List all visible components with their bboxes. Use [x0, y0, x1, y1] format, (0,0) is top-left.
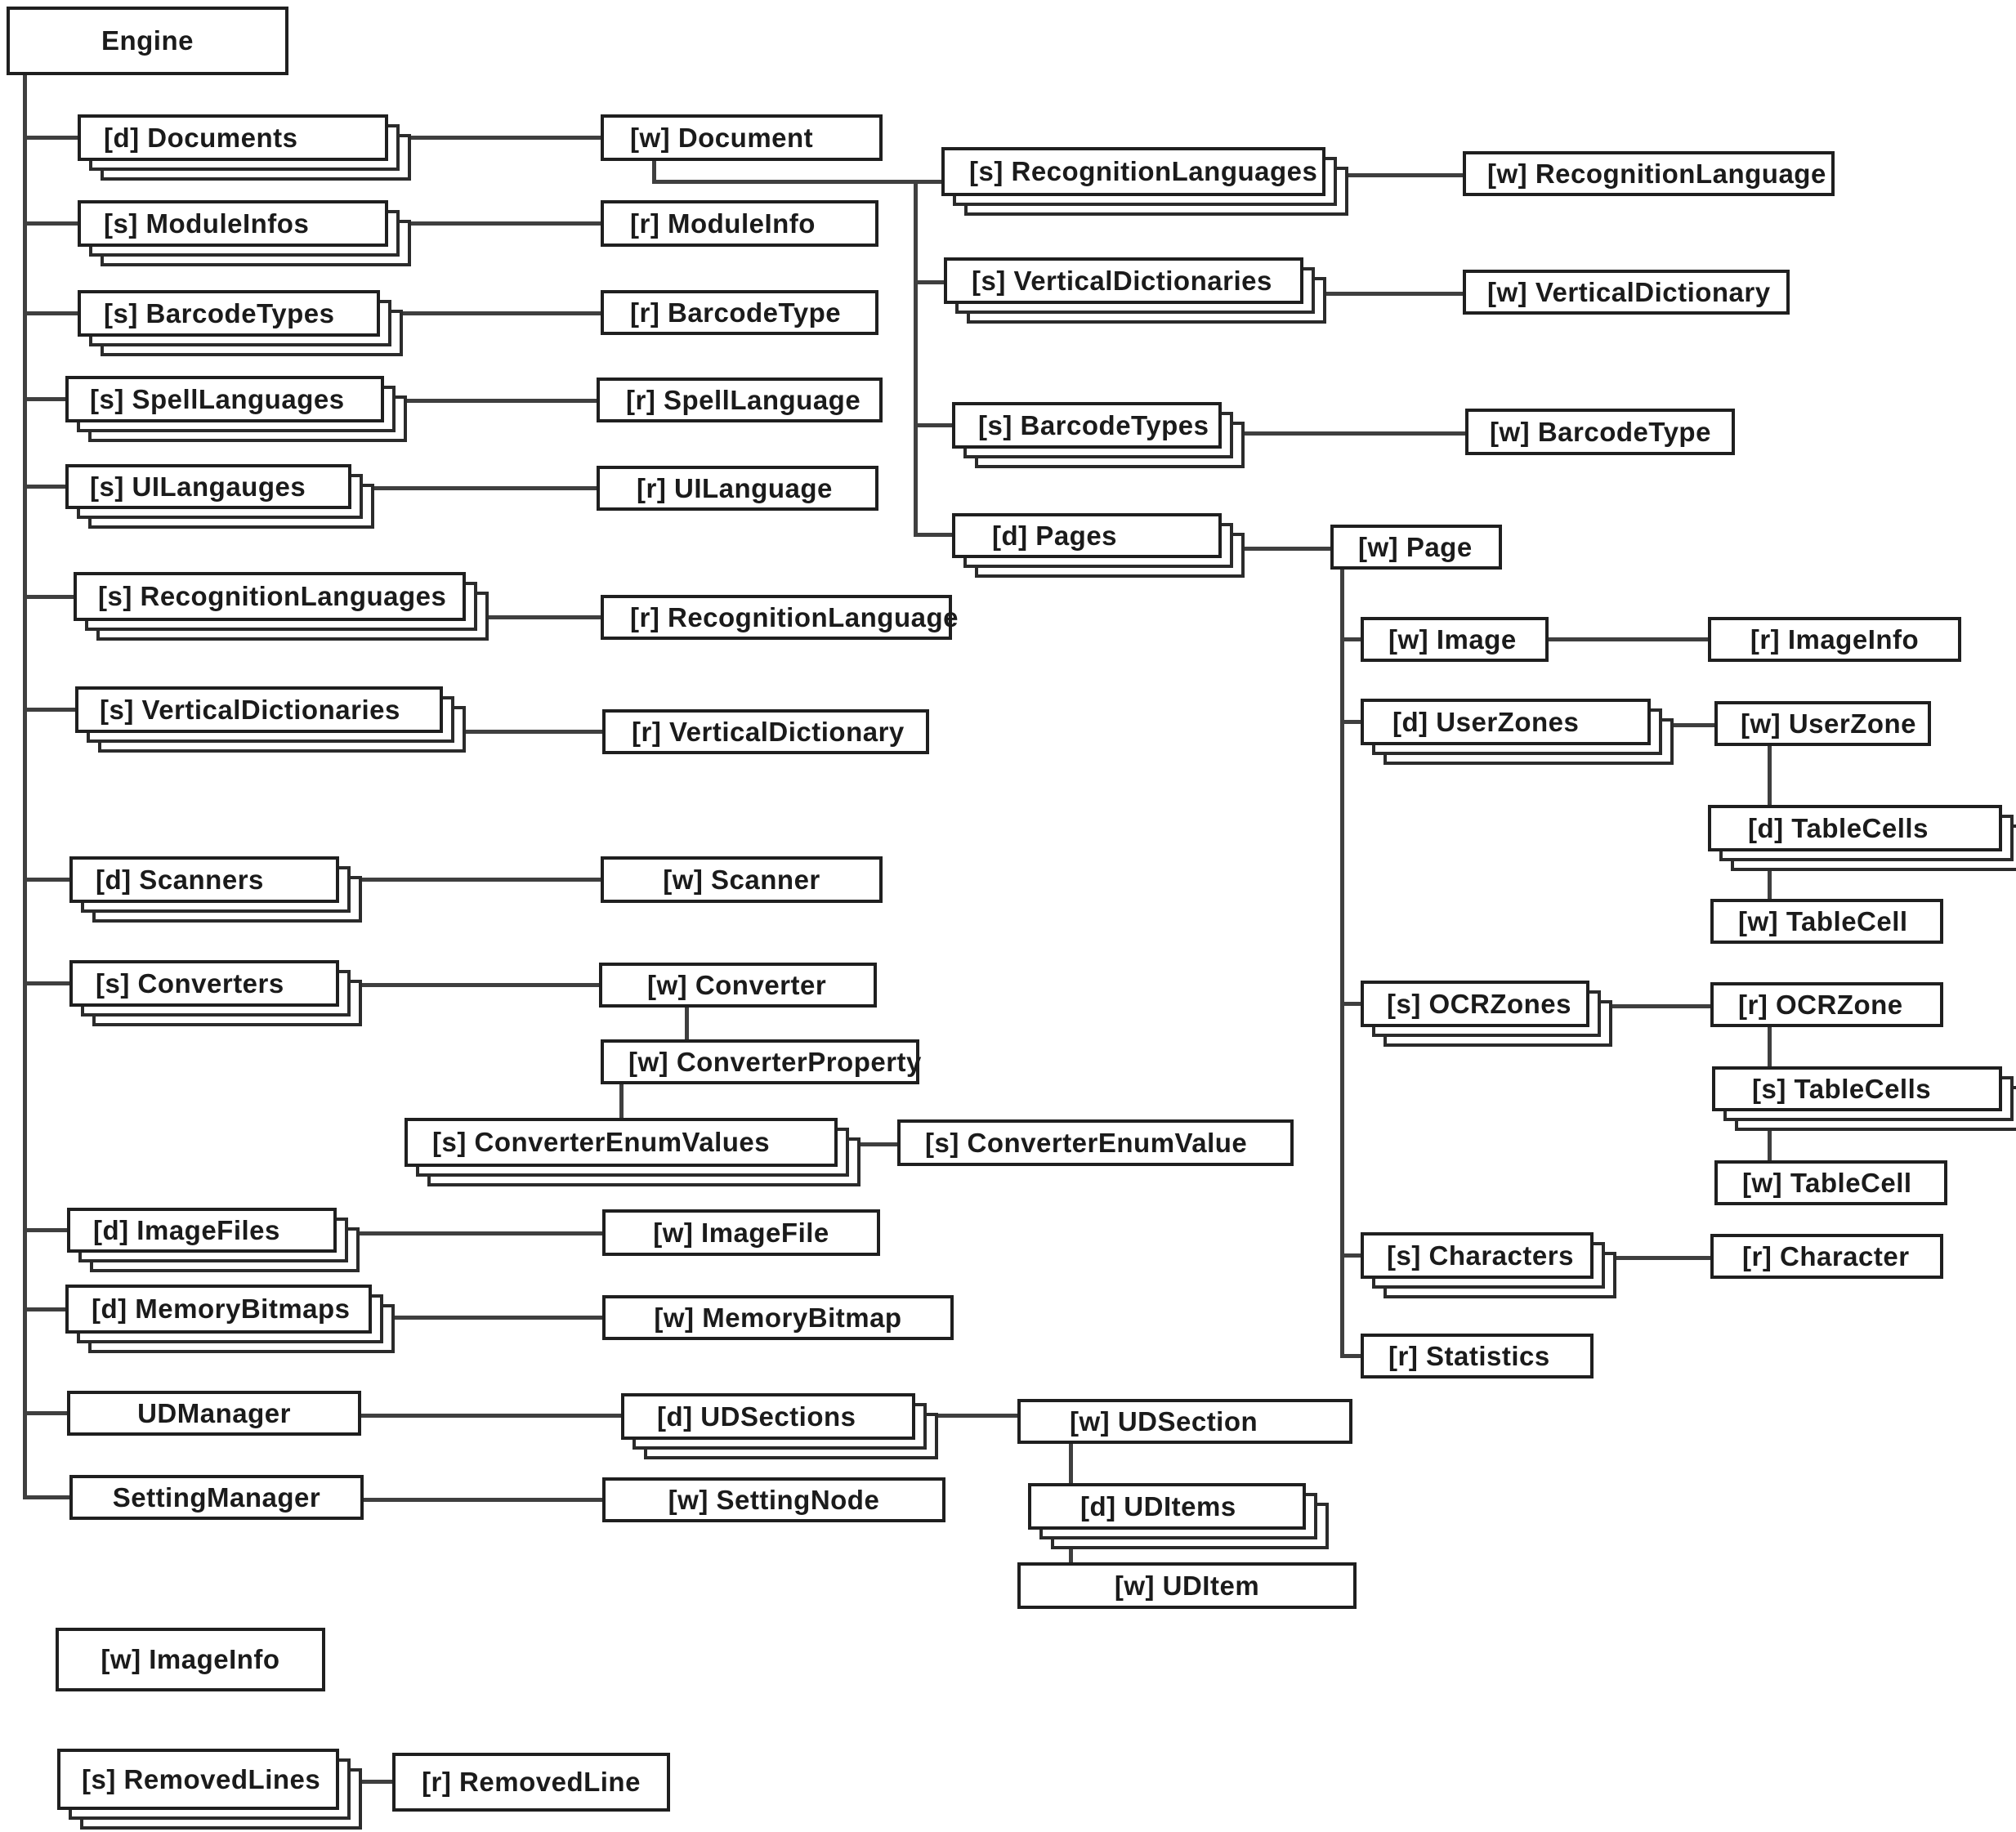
node-w-tablecell: [1710, 899, 1943, 944]
node-label: [w] ConverterProperty: [628, 1046, 922, 1077]
connector-line: [392, 136, 601, 140]
node-label: [s] VerticalDictionaries: [972, 265, 1272, 296]
node-label: [r] ModuleInfo: [630, 208, 816, 239]
node-label: [d] UserZones: [1392, 706, 1580, 737]
connector-line: [1340, 1253, 1361, 1258]
node-r-moduleinfo: [601, 200, 878, 247]
node-s-moduleinfos: [78, 200, 388, 247]
node-label: [s] RemovedLines: [82, 1763, 321, 1794]
node-w-userzone: [1714, 701, 1931, 746]
node-w-udsection: [1017, 1399, 1352, 1444]
connector-line: [23, 1307, 65, 1311]
connector-line: [1768, 746, 1772, 805]
node-r-recognitionlanguage: [601, 595, 959, 640]
node-s-uilangauges: [65, 464, 351, 509]
connector-line: [23, 311, 78, 315]
node-label: [w] Image: [1388, 623, 1517, 655]
node-label: [r] BarcodeType: [630, 297, 842, 328]
node-d-pages: [952, 513, 1222, 558]
node-label: [d] MemoryBitmaps: [92, 1294, 351, 1324]
node-r-statistics: [1361, 1334, 1594, 1378]
connector-line: [23, 595, 74, 599]
node-w-converter: [599, 963, 877, 1008]
connector-line: [652, 180, 941, 184]
node-w-barcodetype-doc: [1465, 409, 1735, 455]
node-label: [s] Converters: [96, 967, 284, 999]
node-w-tablecell2: [1714, 1160, 1947, 1205]
connector-line: [1340, 1354, 1361, 1358]
connector-line: [858, 1142, 897, 1146]
node-label: [w] RecognitionLanguage: [1487, 158, 1826, 189]
node-s-verticaldictionaries: [75, 686, 443, 733]
node-label: [s] UILangauges: [90, 471, 306, 502]
node-label: [r] OCRZone: [1738, 989, 1903, 1020]
connector-line: [1340, 637, 1361, 641]
node-r-character: [1710, 1234, 1943, 1279]
connector-line: [1069, 1444, 1073, 1483]
node-w-imageinfo-standalone: [56, 1628, 325, 1691]
node-s-removedlines: [57, 1749, 339, 1810]
node-label: [w] UDSection: [1070, 1405, 1258, 1437]
node-label: [s] OCRZones: [1387, 988, 1572, 1019]
node-d-userzones: [1361, 699, 1651, 745]
node-label: [r] Character: [1742, 1240, 1910, 1271]
node-label: [w] Page: [1358, 531, 1473, 562]
node-label: [r] UILanguage: [637, 472, 833, 503]
connector-line: [341, 1231, 602, 1235]
node-s-characters: [1361, 1232, 1594, 1279]
node-r-spelllanguage: [597, 378, 883, 422]
node-s-spelllanguages: [65, 376, 384, 422]
connector-line: [1549, 637, 1708, 641]
connector-line: [1348, 173, 1463, 177]
node-d-scanners: [69, 856, 339, 903]
node-r-uilanguage: [597, 466, 878, 511]
node-r-ocrzone: [1710, 982, 1943, 1027]
node-label: [d] Scanners: [96, 864, 264, 895]
node-w-settingnode: [602, 1477, 945, 1522]
connector-line: [384, 311, 601, 315]
node-s-recognitionlanguages-doc: [941, 147, 1325, 196]
node-label: [w] Scanner: [663, 864, 820, 895]
node-label: [w] UDItem: [1114, 1570, 1260, 1601]
node-label: [r] Statistics: [1388, 1340, 1550, 1371]
node-label: Engine: [101, 25, 194, 56]
node-label: [w] SettingNode: [668, 1484, 880, 1515]
node-label: [s] RecognitionLanguages: [98, 581, 447, 611]
node-label: [w] BarcodeType: [1490, 416, 1711, 447]
connector-line: [23, 1228, 67, 1232]
node-label: [s] SpellLanguages: [90, 383, 345, 414]
node-label: [r] SpellLanguage: [626, 384, 861, 415]
node-s-ocrzones: [1361, 981, 1589, 1027]
node-label: [s] ModuleInfos: [104, 208, 310, 239]
connector-line: [343, 878, 601, 882]
node-r-removedline: [392, 1753, 670, 1812]
node-s-tablecells2: [1712, 1066, 2002, 1111]
node-w-memorybitmap: [602, 1295, 954, 1340]
node-udmanager: [67, 1391, 361, 1436]
node-label: [d] TableCells: [1748, 812, 1929, 843]
node-label: [s] Characters: [1387, 1240, 1574, 1271]
connector-line: [1245, 431, 1465, 436]
connector-line: [470, 615, 601, 619]
connector-line: [1612, 1004, 1710, 1008]
connector-line: [23, 1411, 67, 1415]
node-d-documents: [78, 114, 388, 161]
connector-line: [23, 74, 27, 1499]
node-settingmanager: [69, 1475, 364, 1520]
node-s-converterenumvalue: [897, 1119, 1294, 1166]
node-label: [w] Document: [630, 122, 814, 153]
connector-line: [376, 1316, 602, 1320]
node-w-verticaldictionary-doc: [1463, 270, 1790, 315]
node-w-imagefile: [602, 1209, 880, 1256]
node-s-barcodetypes: [78, 290, 380, 337]
node-r-barcodetype: [601, 290, 878, 335]
connector-line: [355, 486, 597, 490]
node-s-recognitionlanguages: [74, 572, 466, 621]
node-label: [w] ImageFile: [653, 1217, 829, 1248]
node-w-document: [601, 114, 883, 161]
node-label: [r] RecognitionLanguage: [630, 601, 959, 632]
node-label: [w] ImageInfo: [101, 1644, 280, 1674]
connector-line: [1340, 1002, 1361, 1006]
node-d-tablecells: [1708, 805, 2002, 851]
connector-line: [388, 399, 597, 403]
node-label: UDManager: [137, 1397, 291, 1428]
connector-line: [914, 180, 918, 537]
connector-line: [1340, 570, 1344, 1356]
node-label: [s] ConverterEnumValues: [432, 1127, 771, 1157]
connector-line: [361, 1414, 621, 1418]
node-label: [w] TableCell: [1742, 1167, 1912, 1198]
node-r-verticaldictionary: [602, 709, 929, 754]
connector-line: [23, 136, 78, 140]
connector-line: [343, 983, 599, 987]
node-w-image: [1361, 617, 1549, 662]
connector-line: [447, 730, 602, 734]
connector-line: [362, 1780, 392, 1784]
connector-line: [392, 221, 601, 226]
node-engine: [7, 7, 288, 75]
node-label: [w] UserZone: [1741, 708, 1917, 739]
connector-line: [1674, 723, 1714, 727]
node-label: [w] Converter: [647, 969, 827, 1000]
node-s-converterenumvalues: [405, 1118, 838, 1167]
connector-line: [914, 533, 952, 537]
connector-line: [23, 981, 69, 985]
connector-line: [23, 878, 69, 882]
node-label: [r] RemovedLine: [422, 1767, 641, 1797]
node-label: [w] MemoryBitmap: [654, 1302, 902, 1333]
connector-line: [23, 221, 78, 226]
node-s-converters: [69, 960, 339, 1007]
node-label: [r] ImageInfo: [1750, 623, 1920, 655]
node-w-page: [1330, 525, 1502, 570]
node-label: [d] Pages: [992, 520, 1118, 551]
node-d-udsections: [621, 1393, 915, 1440]
node-label: [d] ImageFiles: [93, 1214, 280, 1245]
connector-line: [23, 708, 75, 712]
node-s-verticaldictionaries-doc: [944, 257, 1303, 304]
connector-line: [1245, 547, 1330, 551]
node-d-uditems: [1028, 1483, 1306, 1530]
node-label: [s] BarcodeTypes: [978, 409, 1209, 440]
connector-line: [1616, 1256, 1710, 1260]
connector-line: [914, 423, 952, 427]
connector-line: [685, 1008, 689, 1039]
connector-line: [23, 485, 65, 489]
node-label: [s] BarcodeTypes: [104, 297, 335, 328]
node-w-uditem: [1017, 1562, 1357, 1609]
node-label: [s] TableCells: [1752, 1073, 1932, 1104]
node-s-barcodetypes-doc: [952, 402, 1222, 449]
node-label: [r] VerticalDictionary: [632, 716, 905, 747]
node-d-imagefiles: [67, 1208, 337, 1253]
node-d-memorybitmaps: [65, 1285, 372, 1334]
connector-line: [23, 397, 65, 401]
node-label: [s] RecognitionLanguages: [969, 156, 1318, 186]
connector-line: [619, 1084, 624, 1118]
node-label: [d] Documents: [104, 122, 298, 153]
connector-line: [23, 1495, 69, 1499]
connector-line: [1768, 1027, 1772, 1066]
node-label: [d] UDItems: [1080, 1490, 1236, 1521]
node-label: SettingManager: [112, 1481, 321, 1513]
connector-line: [914, 280, 944, 284]
connector-line: [1340, 720, 1361, 724]
node-label: [s] ConverterEnumValue: [925, 1127, 1248, 1158]
node-r-imageinfo: [1708, 617, 1961, 662]
node-label: [w] VerticalDictionary: [1487, 276, 1771, 307]
node-label: [s] VerticalDictionaries: [100, 694, 400, 725]
connector-line: [1326, 292, 1463, 296]
node-w-scanner: [601, 856, 883, 903]
connector-line: [364, 1498, 602, 1502]
node-label: [w] TableCell: [1738, 905, 1908, 936]
node-label: [d] UDSections: [657, 1401, 856, 1432]
node-w-converterproperty: [601, 1039, 922, 1084]
node-w-recognitionlanguage-doc: [1463, 151, 1835, 196]
